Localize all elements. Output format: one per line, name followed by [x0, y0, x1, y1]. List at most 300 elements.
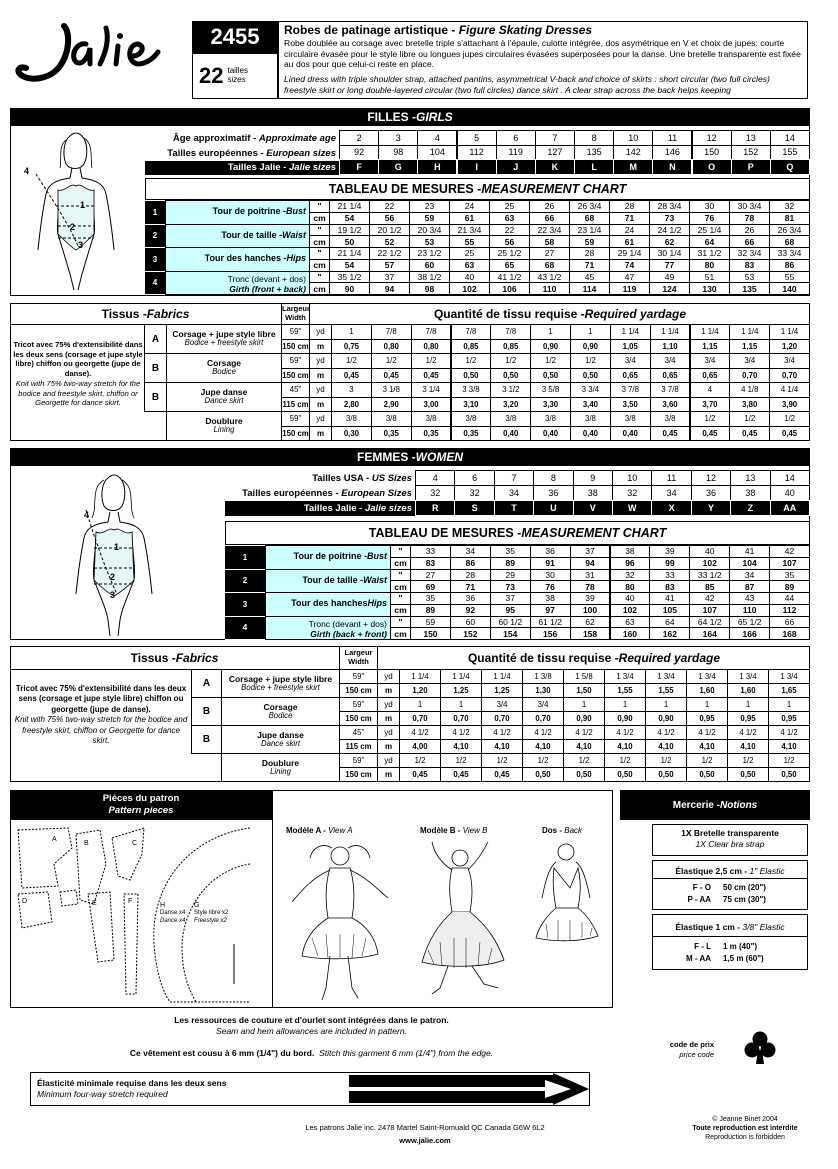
el25-en: 1" Elastic: [749, 866, 785, 876]
measure-value-in: 64 1/2: [689, 616, 730, 629]
fabric-value-yd: 1/2: [331, 353, 372, 369]
fabric-value-m: 3,00: [411, 397, 452, 413]
fabric-value-m: 0,45: [481, 767, 523, 782]
women-body-figure: [62, 470, 182, 636]
fabric-value-yd: 1/2: [604, 753, 646, 768]
fabric-value-m: 0,50: [604, 767, 646, 782]
measure-label-fr: Tronc (devant + dos): [308, 619, 387, 630]
measure-label: [265, 545, 391, 570]
measure-value-in: 51: [689, 271, 730, 284]
measure-label-fr: Tour de taille -: [302, 574, 364, 585]
measure-value-cm: 91: [530, 557, 571, 570]
women-jalie-cell: T: [494, 500, 534, 516]
unit-label: cm: [309, 282, 330, 295]
measure-value-cm: 95: [490, 604, 531, 617]
measure-value-in: 42: [769, 545, 810, 558]
fabric-letter: [191, 753, 222, 782]
girls-jalie-cell: K: [535, 159, 575, 175]
women-fabrics-title: [10, 646, 340, 670]
fabric-value-yd: 3/8: [490, 411, 531, 427]
girls-yardage-title: [310, 303, 810, 325]
girls-euro-cell: 142: [613, 145, 653, 161]
fabric-value-m: 0,85: [451, 339, 492, 355]
measure-label-fr: Tour des hanches: [291, 598, 368, 609]
girls-age-cell: 13: [731, 130, 771, 146]
fabric-value-yd: 3/4: [481, 697, 523, 712]
measure-value-in: 41: [729, 545, 770, 558]
fabric-value-m: 0,50: [570, 368, 611, 384]
fabric-value-yd: 1/2: [411, 353, 452, 369]
women-yardage-title: [378, 646, 810, 670]
notions-elastic-1-box: [652, 914, 808, 970]
measure-value-in: 24: [609, 224, 650, 237]
measure-value-cm: 160: [610, 627, 651, 640]
fabric-name-fr: Corsage + jupe style libre: [172, 329, 276, 340]
view-b-fr: Modèle B -: [420, 826, 463, 835]
fabric-value-yd: 4 1/2: [563, 725, 605, 740]
copyright: [670, 1115, 820, 1142]
fabric-value-yd: 1: [768, 697, 810, 712]
fabric-value-m: 1,15: [729, 339, 770, 355]
fabric-name-en: Bodice: [212, 367, 236, 377]
fabric-value-yd: 1 3/4: [604, 669, 646, 684]
fabric-value-m: 0,40: [530, 426, 571, 442]
fabrics-title-fr: Tissus -: [101, 306, 147, 321]
measure-label: [265, 616, 391, 641]
unit-label: cm: [309, 212, 330, 225]
measure-number: 3: [225, 593, 265, 617]
back-view-illustration: [526, 838, 610, 948]
fabric-name-en: Lining: [213, 425, 235, 435]
measure-value-in: 62: [570, 616, 611, 629]
women-us-cell: 10: [612, 470, 652, 486]
girls-euro-label: [145, 146, 340, 161]
measure-value-in: 21 3/4: [449, 224, 490, 237]
fabric-value-m: 0,65: [610, 368, 651, 384]
measure-number: 1: [225, 546, 265, 570]
fabric-value-yd: 1: [645, 697, 687, 712]
measure-value-in: 60: [450, 616, 491, 629]
fabric-value-yd: 1/2: [481, 753, 523, 768]
measure-value-cm: 83: [729, 259, 770, 272]
measure-value-in: 23: [409, 200, 450, 213]
measure-label: [265, 569, 391, 594]
women-euro-cell: 38: [730, 485, 770, 501]
measure-value-in: 38: [530, 592, 571, 605]
fabric-value-m: 0,45: [331, 368, 372, 384]
fabric-value-yd: 1 1/4: [610, 324, 651, 340]
unit-label: ": [309, 247, 330, 260]
fabric-unit: m: [377, 711, 400, 726]
fabric-value-yd: 4 1/2: [481, 725, 523, 740]
measure-value-cm: 71: [609, 212, 650, 225]
fabric-value-yd: 7/8: [411, 324, 452, 340]
fabric-letter: B: [144, 382, 167, 412]
measure-value-in: 19 1/2: [329, 224, 370, 237]
pattern-title-en: Pattern pieces: [108, 805, 174, 817]
measure-number: 4: [225, 617, 265, 641]
fabric-width: 59": [281, 411, 310, 427]
fabric-value-m: 4,10: [481, 739, 523, 754]
fabric-unit: yd: [377, 669, 400, 684]
measure-value-cm: 59: [409, 212, 450, 225]
fabric-value-m: 0,90: [570, 339, 611, 355]
fabric-value-m: 0,45: [650, 426, 691, 442]
measure-value-cm: 100: [570, 604, 611, 617]
fabric-value-yd: 4 1/2: [686, 725, 728, 740]
measure-value-in: 65 1/2: [729, 616, 770, 629]
fabric-name-en: Dance skirt: [261, 738, 300, 748]
fabric-value-yd: 3/8: [650, 411, 691, 427]
pattern-piece-label-e: E: [92, 900, 97, 907]
fabric-value-yd: 7/8: [451, 324, 492, 340]
women-jalie-cell: R: [415, 500, 455, 516]
measure-label: [165, 200, 310, 225]
g-note-fr: Style libre x2: [194, 910, 229, 917]
women-euro-cell: 32: [454, 485, 494, 501]
fabric-letter: B: [191, 697, 222, 726]
women-jalie-label-fr: Tailles Jalie -: [303, 503, 365, 514]
measure-value-cm: 106: [489, 282, 530, 295]
measure-value-cm: 102: [689, 557, 730, 570]
fabric-name: [166, 411, 282, 441]
measure-label: [165, 247, 310, 272]
fabric-value-yd: 1/2: [371, 353, 412, 369]
measure-value-in: 22: [369, 200, 410, 213]
fabric-value-m: 1,15: [690, 339, 731, 355]
view-b-illustration: [404, 838, 524, 1004]
women-fabrics-title-en: Fabrics: [175, 650, 219, 665]
girls-age-cell: 4: [417, 130, 457, 146]
fabric-value-m: 3,70: [690, 397, 731, 413]
back-fr: Dos -: [542, 826, 565, 835]
measure-label-fr: Tour des hanches -: [204, 253, 287, 264]
measure-value-in: 60 1/2: [490, 616, 531, 629]
measure-value-in: 20 1/2: [369, 224, 410, 237]
h-note-en: Dance x4: [160, 917, 186, 924]
measure-value-cm: 56: [489, 235, 530, 248]
measure-value-cm: 76: [689, 212, 730, 225]
sewn-en: Stitch this garment 6 mm (1/4") from the edge.: [319, 1048, 494, 1058]
measure-value-in: 43: [729, 592, 770, 605]
fabric-width: 45": [281, 382, 310, 398]
measure-value-cm: 168: [769, 627, 810, 640]
fabric-value-yd: 7/8: [371, 324, 412, 340]
girls-euro-cell: 155: [770, 145, 810, 161]
measure-label-en: Girth (back + front): [310, 628, 387, 639]
repro-en: Reproduction is forbidden: [705, 1134, 785, 1142]
measure-value-in: 26 3/4: [769, 224, 810, 237]
fabric-value-yd: 1 1/4: [399, 669, 441, 684]
measure-value-in: 34: [450, 545, 491, 558]
measure-value-cm: 69: [410, 580, 451, 593]
title-en: Figure Skating Dresses: [458, 23, 593, 37]
girls-age-cell: 7: [535, 130, 575, 146]
measure-value-in: 28 3/4: [649, 200, 690, 213]
women-us-cell: 11: [651, 470, 691, 486]
fabric-value-m: 0,65: [650, 368, 691, 384]
measure-value-cm: 73: [649, 212, 690, 225]
fabric-value-yd: 1/2: [686, 753, 728, 768]
fabric-value-yd: 1/2: [769, 411, 810, 427]
fabric-value-yd: 3/8: [530, 411, 571, 427]
measure-label: [265, 592, 391, 617]
measure-value-cm: 83: [410, 557, 451, 570]
measure-value-in: 32: [610, 569, 651, 582]
women-euro-label-fr: Tailles européennes -: [242, 488, 342, 499]
view-a-label: [286, 826, 353, 835]
notions-elastic-25-box: [652, 860, 808, 910]
measure-value-cm: 63: [489, 212, 530, 225]
fabric-name-en: Dance skirt: [204, 396, 244, 406]
measure-value-in: 25: [449, 247, 490, 260]
fabric-unit: yd: [377, 697, 400, 712]
notions-title-en: Notions: [720, 799, 758, 811]
measure-label-en: Waist: [363, 574, 387, 585]
women-us-cell: 7: [494, 470, 534, 486]
fabric-value-yd: 1 3/4: [768, 669, 810, 684]
fabric-value-yd: 1 1/4: [650, 324, 691, 340]
svg-text:2: 2: [70, 222, 76, 232]
measure-value-in: 38 1/2: [409, 271, 450, 284]
women-banner-fr: FEMMES -: [357, 450, 416, 464]
fabric-width: 150 cm: [339, 767, 378, 782]
fabric-value-yd: 3/4: [610, 353, 651, 369]
measure-value-cm: 68: [769, 235, 810, 248]
measure-value-cm: 89: [769, 580, 810, 593]
fabric-value-m: 0,50: [727, 767, 769, 782]
women-euro-cell: 34: [651, 485, 691, 501]
pattern-piece-label-h: H Danse x4 Dance x4: [160, 902, 186, 924]
fabric-value-m: 1,60: [686, 683, 728, 698]
girls-fabric-grid: [145, 325, 810, 441]
measure-value-in: 20 3/4: [409, 224, 450, 237]
girls-age-label: [145, 131, 340, 146]
el1-en: 3/8" Elastic: [742, 922, 785, 932]
girls-jalie-cell: P: [731, 159, 771, 175]
fabric-value-m: 4,10: [768, 739, 810, 754]
seam-note: [10, 1015, 613, 1038]
girls-jalie-label: [145, 161, 340, 175]
measure-value-in: 37: [490, 592, 531, 605]
fabric-value-yd: 1: [686, 697, 728, 712]
girls-jalie-cell: L: [574, 159, 614, 175]
fabric-unit: yd: [377, 753, 400, 768]
fabric-value-m: 0,65: [690, 368, 731, 384]
women-jalie-cell: S: [454, 500, 494, 516]
el1-row-0: F - L 1 m (40"): [694, 942, 758, 951]
measure-number: 3: [145, 248, 165, 272]
women-us-cell: 14: [770, 470, 810, 486]
women-us-cell: 13: [730, 470, 770, 486]
stitch-note: [10, 1048, 613, 1058]
unit-label: ": [309, 224, 330, 237]
measure-value-cm: 61: [449, 212, 490, 225]
measure-value-cm: 57: [369, 259, 410, 272]
fabric-value-m: 3,60: [650, 397, 691, 413]
measure-value-cm: 154: [490, 627, 531, 640]
fabric-value-m: 3,50: [610, 397, 651, 413]
fabric-value-m: 0,45: [399, 767, 441, 782]
measure-value-in: 23 1/2: [409, 247, 450, 260]
measure-value-in: 64: [649, 616, 690, 629]
measure-value-cm: 71: [450, 580, 491, 593]
women-jalie-cell: Z: [730, 500, 770, 516]
fabric-value-m: 0,30: [331, 426, 372, 442]
measure-value-cm: 54: [329, 212, 370, 225]
measure-value-in: 53: [729, 271, 770, 284]
unit-label: ": [390, 616, 411, 629]
measure-value-cm: 107: [689, 604, 730, 617]
svg-text:1: 1: [80, 200, 86, 210]
fabric-value-m: 0,70: [399, 711, 441, 726]
fabric-value-yd: 4 1/2: [440, 725, 482, 740]
measure-value-in: 29: [490, 569, 531, 582]
fabric-value-m: 0,75: [331, 339, 372, 355]
euro-label-en: European sizes: [266, 148, 336, 159]
el25-fr: Élastique 2,5 cm -: [675, 866, 750, 876]
measure-value-in: 41 1/2: [489, 271, 530, 284]
fabric-value-m: 2,90: [371, 397, 412, 413]
unit-label: ": [390, 592, 411, 605]
measure-value-in: 25 1/2: [489, 247, 530, 260]
measure-value-cm: 166: [729, 627, 770, 640]
measure-value-in: 31 1/2: [689, 247, 730, 260]
fabric-value-yd: 1/2: [440, 753, 482, 768]
measure-value-in: 26 3/4: [569, 200, 610, 213]
pattern-number-box: [192, 21, 278, 53]
fabric-value-yd: 1/2: [645, 753, 687, 768]
measure-value-cm: 94: [369, 282, 410, 295]
measure-number: 2: [225, 570, 265, 594]
measure-number: 2: [145, 225, 165, 249]
fabric-width: 59": [281, 324, 310, 340]
fabric-value-m: 1,20: [399, 683, 441, 698]
unit-label: ": [309, 271, 330, 284]
girls-jalie-cell: I: [457, 159, 497, 175]
measure-value-cm: 89: [410, 604, 451, 617]
pattern-piece-label-a: A: [52, 836, 57, 843]
fabric-value-yd: 3 1/8: [371, 382, 412, 398]
women-jalie-cell: Y: [691, 500, 731, 516]
measure-value-in: 21 1/4: [329, 247, 370, 260]
measure-value-cm: 61: [609, 235, 650, 248]
fabric-width: 150 cm: [339, 683, 378, 698]
women-size-grid: [416, 471, 810, 516]
measure-label-en: Waist: [282, 229, 306, 240]
euro-label-fr: Tailles européennes -: [167, 148, 267, 159]
svg-text:3: 3: [110, 590, 116, 600]
measure-value-in: 43 1/2: [529, 271, 570, 284]
fabric-unit: yd: [377, 725, 400, 740]
measure-value-in: 40: [689, 545, 730, 558]
us-label-en: US Sizes: [371, 473, 412, 484]
fabric-name-fr: Jupe danse: [257, 729, 304, 740]
women-us-cell: 9: [573, 470, 613, 486]
measure-value-cm: 94: [570, 557, 611, 570]
svg-text:4: 4: [84, 510, 90, 520]
fabric-value-m: 1,10: [650, 339, 691, 355]
age-label-en: Approximate age: [258, 133, 336, 144]
measure-value-cm: 85: [689, 580, 730, 593]
girls-euro-cell: 119: [496, 145, 536, 161]
fabric-value-yd: 3/8: [371, 411, 412, 427]
measure-value-in: 30: [689, 200, 730, 213]
fabric-value-yd: 4 1/2: [399, 725, 441, 740]
fabric-width: 59": [281, 353, 310, 369]
fabric-value-m: 0,50: [563, 767, 605, 782]
measure-value-in: 49: [649, 271, 690, 284]
girls-jalie-cell: M: [613, 159, 653, 175]
measure-value-in: 35: [410, 592, 451, 605]
measure-value-cm: 63: [449, 259, 490, 272]
fabric-unit: m: [377, 767, 400, 782]
measure-label-fr: Tronc (devant + dos): [227, 274, 306, 285]
fabric-value-yd: 3 5/8: [530, 382, 571, 398]
fabric-name: [166, 353, 282, 383]
measure-label-en: Bust: [286, 206, 306, 217]
women-euro-cell: 40: [770, 485, 810, 501]
measure-value-in: 23 1/4: [569, 224, 610, 237]
fabric-value-yd: 3/4: [729, 353, 770, 369]
fabric-value-m: 0,40: [490, 426, 531, 442]
women-jalie-cell: AA: [770, 500, 810, 516]
fabric-value-yd: 3/8: [610, 411, 651, 427]
girls-euro-cell: 92: [339, 145, 379, 161]
view-a-fr: Modèle A -: [286, 826, 329, 835]
fabric-value-yd: 1/2: [530, 353, 571, 369]
fabric-value-yd: 4 1/2: [645, 725, 687, 740]
measure-value-cm: 152: [450, 627, 491, 640]
fabric-value-yd: 3/4: [522, 697, 564, 712]
women-measure-grid: [225, 546, 810, 640]
fabric-unit: yd: [309, 324, 332, 340]
measure-value-cm: 97: [530, 604, 571, 617]
fabric-value-m: 1,60: [727, 683, 769, 698]
fabric-value-m: 4,10: [522, 739, 564, 754]
website-link[interactable]: www.jalie.com: [399, 1136, 451, 1145]
measure-value-in: 63: [610, 616, 651, 629]
measure-value-cm: 110: [529, 282, 570, 295]
fabrics-title-en: Fabrics: [146, 306, 190, 321]
fabric-value-m: 0,70: [729, 368, 770, 384]
back-view-label: [542, 826, 582, 835]
fabric-value-m: 3,30: [530, 397, 571, 413]
women-jalie-cell: V: [573, 500, 613, 516]
fabric-value-m: 0,50: [768, 767, 810, 782]
measure-value-in: 28: [609, 200, 650, 213]
girls-banner: [10, 108, 810, 126]
measure-value-cm: 50: [329, 235, 370, 248]
seam-fr: Les ressources de couture et d'ourlet sont intégrées dans le patron.: [174, 1015, 449, 1025]
svg-text:1: 1: [114, 542, 120, 552]
girls-jalie-cell: F: [339, 159, 379, 175]
girls-fabrics-title: [10, 303, 282, 325]
girls-euro-cell: 112: [457, 145, 497, 161]
measure-value-in: 36: [530, 545, 571, 558]
measure-label-en: Hips: [286, 253, 306, 264]
fabric-value-yd: 1/2: [768, 753, 810, 768]
measure-value-in: 66: [769, 616, 810, 629]
fabric-value-yd: 3/8: [570, 411, 611, 427]
pattern-piece-label-d: D: [22, 898, 28, 905]
measure-value-cm: 86: [769, 259, 810, 272]
pattern-piece-label-b: B: [84, 840, 89, 847]
repro-fr: Toute reproduction est interdite: [692, 1125, 798, 1133]
fabric-value-yd: 1: [604, 697, 646, 712]
women-chart-title-en: MEASUREMENT CHART: [521, 526, 667, 540]
measure-value-in: 38: [610, 545, 651, 558]
